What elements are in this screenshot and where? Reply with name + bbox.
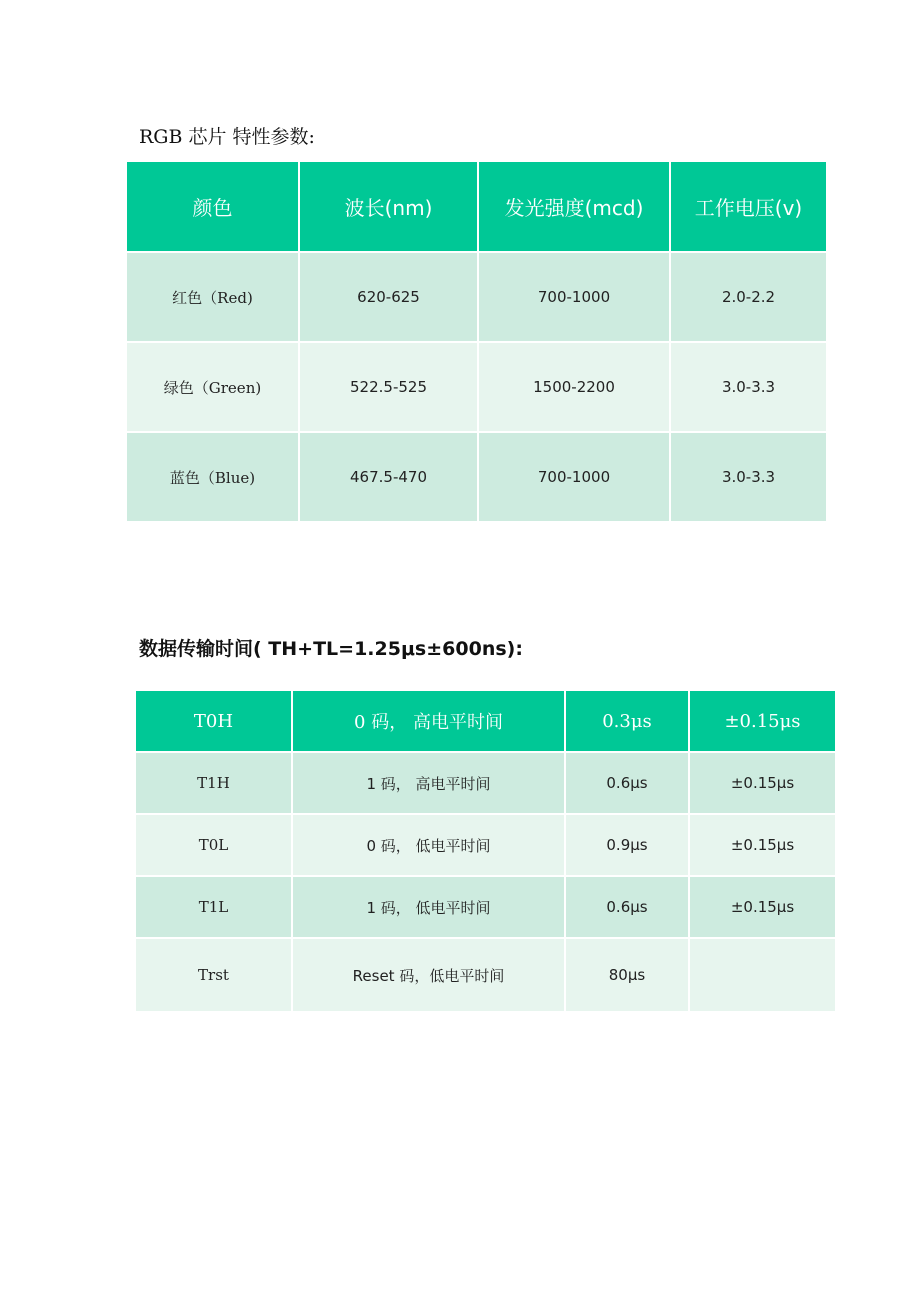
table-cell: Trst [135,938,292,1012]
table-cell: T0L [135,814,292,876]
table-cell: ±0.15μs [689,814,836,876]
table-cell: 700-1000 [478,432,670,522]
header-cell-time: 0.3μs [565,690,689,752]
table-cell: 绿色（Green) [126,342,299,432]
header-cell-description: 0 码， 高电平时间 [292,690,565,752]
rgb-chip-table [125,160,828,523]
rgb-section-title: RGB 芯片 特性参数: [139,126,315,148]
table-cell: 红色（Red) [126,252,299,342]
table-cell: T1H [135,752,292,814]
table-cell: ±0.15μs [689,876,836,938]
table-cell: 3.0-3.3 [670,432,827,522]
table-cell: ±0.15μs [689,752,836,814]
table-cell: 80μs [565,938,689,1012]
header-cell-intensity: 发光强度(mcd) [478,161,670,252]
table-cell: 3.0-3.3 [670,342,827,432]
table-cell: 0.9μs [565,814,689,876]
table-cell: 700-1000 [478,252,670,342]
table-cell: 0.6μs [565,752,689,814]
table-row [126,252,827,342]
table-cell: 1 码， 高电平时间 [292,752,565,814]
table-row [126,432,827,522]
table-row [135,938,836,1012]
header-cell-code: T0H [135,690,292,752]
header-cell-tolerance: ±0.15μs [689,690,836,752]
table-cell: Reset 码，低电平时间 [292,938,565,1012]
table-header-row [135,690,836,752]
table-cell: 467.5-470 [299,432,478,522]
table-cell [689,938,836,1012]
table-row [135,752,836,814]
table-cell: 蓝色（Blue) [126,432,299,522]
table-header-row [126,161,827,252]
table-cell: 620-625 [299,252,478,342]
header-cell-color: 颜色 [126,161,299,252]
table-cell: T1L [135,876,292,938]
header-cell-voltage: 工作电压(v) [670,161,827,252]
table-cell: 522.5-525 [299,342,478,432]
header-cell-wavelength: 波长(nm) [299,161,478,252]
table-row [126,342,827,432]
table-row [135,814,836,876]
table-row [135,876,836,938]
table-cell: 1500-2200 [478,342,670,432]
timing-section-title: 数据传输时间( TH+TL=1.25μs±600ns): [139,638,523,660]
table-cell: 1 码， 低电平时间 [292,876,565,938]
timing-table [134,689,837,1013]
table-cell: 2.0-2.2 [670,252,827,342]
table-cell: 0 码， 低电平时间 [292,814,565,876]
table-cell: 0.6μs [565,876,689,938]
